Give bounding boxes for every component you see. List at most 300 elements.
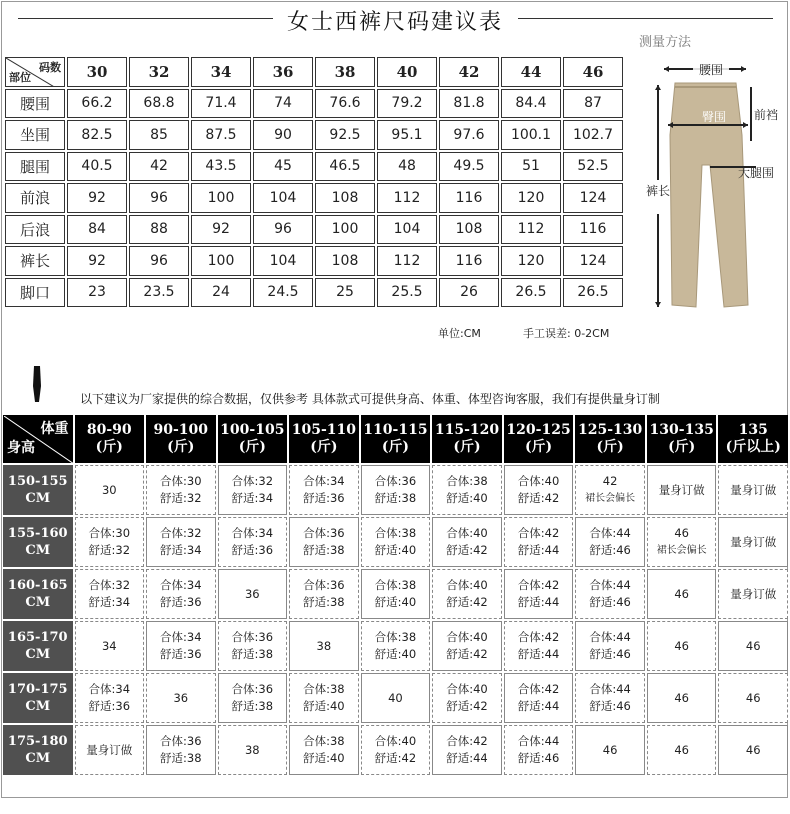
- weight-unit: (斤以上): [725, 439, 781, 455]
- weight-col-header: [146, 415, 216, 463]
- size-cell: 96: [129, 246, 189, 276]
- corner-weight-label: 体重: [40, 421, 69, 437]
- fit-table: [1, 413, 790, 777]
- fit-cell: [647, 569, 717, 619]
- fit-row: [3, 569, 788, 619]
- size-col-header: 34: [191, 57, 251, 87]
- size-cell: 51: [501, 152, 561, 182]
- height-unit: CM: [25, 491, 51, 506]
- fit-cell: [289, 465, 359, 515]
- fit-cell: [575, 465, 645, 515]
- size-cell: 24.5: [253, 278, 313, 308]
- fit-cell-line1: 合体:34: [88, 682, 131, 696]
- size-cell: 100: [191, 246, 251, 276]
- fit-cell-line1: 合体:40: [446, 630, 488, 644]
- weight-unit: (斤): [167, 439, 195, 455]
- size-cell: 116: [439, 246, 499, 276]
- size-cell: 116: [563, 215, 623, 245]
- size-col-header: 38: [315, 57, 375, 87]
- size-table: [3, 55, 625, 309]
- weight-range: 90-100: [153, 422, 209, 438]
- fit-cell: [75, 465, 145, 515]
- fit-cell-line2: 舒适:40: [303, 699, 345, 713]
- fit-cell-line2: 舒适:46: [517, 751, 560, 765]
- fit-cell: [575, 621, 645, 671]
- size-cell: 87.5: [191, 120, 251, 150]
- weight-range: 130-135: [649, 422, 714, 438]
- size-cell: 43.5: [191, 152, 251, 182]
- fit-cell: [146, 621, 216, 671]
- fit-cell: [432, 725, 502, 775]
- unit-note: 单位:CM: [438, 327, 481, 340]
- fit-cell-line1: 合体:44: [589, 526, 631, 540]
- fit-cell-line1: 合体:32: [88, 578, 131, 592]
- fit-cell-line2: 舒适:38: [303, 543, 345, 557]
- fit-cell: [432, 621, 502, 671]
- fit-cell-line1: 46: [745, 690, 761, 705]
- size-col-header: 32: [129, 57, 189, 87]
- fit-cell-line1: 合体:44: [589, 630, 631, 644]
- fit-cell: [432, 569, 502, 619]
- fit-cell: [361, 725, 431, 775]
- fit-cell-line2: 舒适:44: [517, 543, 560, 557]
- fit-cell-line1: 合体:40: [446, 578, 488, 592]
- size-cell: 112: [501, 215, 561, 245]
- size-cell: 71.4: [191, 89, 251, 119]
- size-row-label: 后浪: [5, 215, 65, 245]
- size-row: [5, 246, 623, 276]
- fit-cell-line1: 合体:44: [589, 578, 631, 592]
- height-row-header: [3, 725, 73, 775]
- fit-cell-line1: 合体:38: [374, 526, 417, 540]
- size-cell: 25: [315, 278, 375, 308]
- size-col-header: 42: [439, 57, 499, 87]
- size-cell: 124: [563, 183, 623, 213]
- size-header-row: [5, 57, 623, 87]
- height-row-header: [3, 465, 73, 515]
- height-row-header: [3, 569, 73, 619]
- size-cell: 124: [563, 246, 623, 276]
- fit-cell: [289, 569, 359, 619]
- page-title: 女士西裤尺码建议表: [0, 5, 790, 36]
- weight-range: 135: [738, 422, 768, 438]
- weight-col-header: [504, 415, 574, 463]
- size-cell: 23: [67, 278, 127, 308]
- weight-unit: (斤): [310, 439, 338, 455]
- size-cell: 26: [439, 278, 499, 308]
- size-cell: 76.6: [315, 89, 375, 119]
- fit-cell-line1: 38: [244, 742, 260, 757]
- size-cell: 66.2: [67, 89, 127, 119]
- size-cell: 84.4: [501, 89, 561, 119]
- fit-cell: [218, 517, 288, 567]
- fit-cell-line2: 舒适:42: [374, 751, 417, 765]
- size-cell: 95.1: [377, 120, 437, 150]
- height-range: 165-170: [7, 630, 68, 645]
- fit-cell-line1: 合体:42: [446, 734, 488, 748]
- fit-cell-line2: 舒适:40: [446, 491, 488, 505]
- fit-cell-line1: 合体:44: [517, 734, 560, 748]
- fit-cell-line1: 合体:40: [374, 734, 417, 748]
- weight-range: 80-90: [86, 422, 132, 438]
- fit-cell-line2: 舒适:44: [517, 647, 560, 661]
- weight-range: 115-120: [434, 422, 500, 438]
- fit-cell-line1: 量身订做: [730, 534, 777, 549]
- fit-cell-line2: 舒适:36: [303, 491, 345, 505]
- fit-cell: [289, 517, 359, 567]
- fit-cell-line2: 舒适:32: [88, 543, 131, 557]
- size-cell: 100: [315, 215, 375, 245]
- fit-cell: [718, 517, 788, 567]
- fit-cell-line1: 40: [388, 690, 403, 705]
- fit-cell-line1: 合体:36: [231, 682, 274, 696]
- size-cell: 108: [315, 246, 375, 276]
- fit-cell-line2: 舒适:46: [589, 647, 631, 661]
- weight-range: 105-110: [291, 422, 356, 438]
- fit-cell: [647, 725, 717, 775]
- fit-cell-line2: 舒适:36: [160, 595, 202, 609]
- fit-cell-line1: 合体:38: [446, 474, 488, 488]
- front-rise-label: 前裆: [754, 108, 779, 122]
- fit-cell-line1: 合体:42: [517, 630, 560, 644]
- fit-row: [3, 517, 788, 567]
- fit-cell-line1: 34: [101, 638, 117, 653]
- fit-cell: [718, 569, 788, 619]
- fit-cell: [289, 725, 359, 775]
- size-cell: 46.5: [315, 152, 375, 182]
- size-cell: 79.2: [377, 89, 437, 119]
- fit-cell: [75, 517, 145, 567]
- height-row-header: [3, 673, 73, 723]
- fit-cell-line1: 合体:34: [160, 630, 202, 644]
- size-row-label: 腰围: [5, 89, 65, 119]
- fit-cell-line1: 合体:40: [517, 474, 560, 488]
- size-cell: 116: [439, 183, 499, 213]
- fit-cell-line1: 合体:38: [374, 630, 417, 644]
- height-range: 175-180: [7, 734, 68, 749]
- fit-cell-line2: 舒适:34: [88, 595, 131, 609]
- size-cell: 92: [67, 183, 127, 213]
- fit-cell: [504, 725, 574, 775]
- size-cell: 26.5: [501, 278, 561, 308]
- fit-row: [3, 465, 788, 515]
- size-cell: 48: [377, 152, 437, 182]
- fit-cell-line1: 合体:38: [303, 734, 345, 748]
- weight-unit: (斤): [95, 439, 123, 455]
- fit-row: [3, 725, 788, 775]
- fit-cell-line2: 舒适:40: [303, 751, 345, 765]
- thigh-label: 大腿围: [738, 166, 775, 180]
- fit-cell: [575, 569, 645, 619]
- weight-unit: (斤): [596, 439, 624, 455]
- weight-range: 120-125: [506, 422, 571, 438]
- weight-col-header: [432, 415, 502, 463]
- waist-label: 腰围: [698, 63, 724, 77]
- fit-cell-line1: 30: [101, 482, 117, 497]
- size-cell: 40.5: [67, 152, 127, 182]
- fit-cell: [575, 725, 645, 775]
- fit-cell-line2: 裙长会偏长: [585, 493, 636, 504]
- fit-cell-line2: 舒适:38: [231, 647, 274, 661]
- size-cell: 104: [253, 183, 313, 213]
- size-cell: 100.1: [501, 120, 561, 150]
- fit-cell-line2: 舒适:42: [446, 647, 488, 661]
- fit-cell-line1: 合体:34: [231, 526, 274, 540]
- size-row: [5, 120, 623, 150]
- fit-cell-line2: 舒适:42: [446, 595, 488, 609]
- size-cell: 102.7: [563, 120, 623, 150]
- size-row-label: 裤长: [5, 246, 65, 276]
- size-cell: 24: [191, 278, 251, 308]
- weight-unit: (斤): [524, 439, 553, 455]
- error-note: 手工误差: 0-2CM: [523, 327, 610, 340]
- weight-col-header: [289, 415, 359, 463]
- fit-cell-line1: 合体:30: [88, 526, 131, 540]
- height-range: 150-155: [7, 474, 68, 489]
- size-cell: 49.5: [439, 152, 499, 182]
- fit-cell: [218, 465, 288, 515]
- fit-cell: [504, 517, 574, 567]
- fit-cell-line1: 36: [244, 586, 260, 601]
- fit-cell-line2: 舒适:44: [517, 699, 560, 713]
- fit-cell-line1: 42: [602, 474, 618, 488]
- fit-cell: [75, 725, 145, 775]
- fit-cell-line2: 舒适:46: [589, 595, 631, 609]
- fit-cell: [504, 569, 574, 619]
- fit-cell: [361, 621, 431, 671]
- fit-cell: [218, 725, 288, 775]
- size-cell: 120: [501, 183, 561, 213]
- fit-cell: [146, 569, 216, 619]
- fit-cell-line2: 舒适:42: [517, 491, 560, 505]
- size-cell: 104: [253, 246, 313, 276]
- fit-row: [3, 621, 788, 671]
- fit-cell-line2: 舒适:46: [589, 699, 631, 713]
- fit-cell: [504, 465, 574, 515]
- size-col-header: 46: [563, 57, 623, 87]
- height-row-header: [3, 621, 73, 671]
- size-cell: 96: [129, 183, 189, 213]
- fit-cell-line1: 合体:36: [231, 630, 274, 644]
- fit-cell: [361, 673, 431, 723]
- size-cell: 92: [67, 246, 127, 276]
- size-cell: 112: [377, 183, 437, 213]
- size-cell: 45: [253, 152, 313, 182]
- weight-range: 100-105: [220, 422, 285, 438]
- fit-cell: [647, 621, 717, 671]
- fit-cell-line2: 舒适:38: [374, 491, 417, 505]
- fit-cell-line1: 46: [674, 690, 689, 705]
- size-cell: 82.5: [67, 120, 127, 150]
- fit-cell-line1: 合体:34: [160, 578, 202, 592]
- fit-cell-line2: 舒适:44: [446, 751, 488, 765]
- fit-cell-line2: 舒适:44: [517, 595, 560, 609]
- length-label: 裤长: [645, 184, 671, 198]
- size-cell: 92: [191, 215, 251, 245]
- fit-cell: [146, 517, 216, 567]
- corner-size-label: 码数: [39, 61, 61, 74]
- weight-unit: (斤): [381, 439, 410, 455]
- fit-cell: [718, 673, 788, 723]
- fit-cell: [504, 673, 574, 723]
- fit-cell-line1: 46: [602, 742, 618, 757]
- fit-cell: [718, 621, 788, 671]
- fit-cell-line2: 舒适:40: [374, 647, 417, 661]
- fit-cell: [361, 569, 431, 619]
- size-row: [5, 278, 623, 308]
- size-cell: 112: [377, 246, 437, 276]
- fit-cell: [432, 465, 502, 515]
- height-row-header: [3, 517, 73, 567]
- weight-unit: (斤): [453, 439, 481, 455]
- size-row-label: 前浪: [5, 183, 65, 213]
- corner-height-label: 身高: [7, 440, 35, 456]
- fit-cell-line2: 舒适:40: [374, 595, 417, 609]
- fit-cell-line1: 46: [745, 742, 761, 757]
- fit-cell-line2: 舒适:34: [160, 543, 202, 557]
- fit-cell: [504, 621, 574, 671]
- size-row-label: 脚口: [5, 278, 65, 308]
- fit-cell-line1: 合体:38: [303, 682, 345, 696]
- size-col-header: 36: [253, 57, 313, 87]
- size-cell: 120: [501, 246, 561, 276]
- size-cell: 26.5: [563, 278, 623, 308]
- size-cell: 85: [129, 120, 189, 150]
- fit-cell-line1: 合体:34: [303, 474, 345, 488]
- fit-cell-line1: 合体:40: [446, 526, 488, 540]
- size-cell: 23.5: [129, 278, 189, 308]
- fit-row: [3, 673, 788, 723]
- corner-part-label: 部位: [9, 70, 31, 84]
- fit-cell-line2: 舒适:38: [160, 751, 202, 765]
- fit-cell-line1: 量身订做: [658, 482, 705, 497]
- size-cell: 25.5: [377, 278, 437, 308]
- fit-cell: [647, 465, 717, 515]
- weight-unit: (斤): [668, 439, 696, 455]
- fit-cell: [218, 621, 288, 671]
- fit-cell: [289, 673, 359, 723]
- weight-col-header: [75, 415, 145, 463]
- size-cell: 42: [129, 152, 189, 182]
- fit-cell-line2: 舒适:38: [303, 595, 345, 609]
- fit-cell-line1: 46: [674, 638, 689, 653]
- fit-cell-line2: 舒适:32: [160, 491, 202, 505]
- fit-cell-line1: 合体:42: [517, 526, 560, 540]
- size-cell: 104: [377, 215, 437, 245]
- size-col-header: 40: [377, 57, 437, 87]
- fit-cell: [218, 569, 288, 619]
- advice-text: 以下建议为厂家提供的综合数据，仅供参考 具体款式可提供身高、体重、体型咨询客服，我们有提供量身订制: [80, 392, 660, 406]
- size-row: [5, 152, 623, 182]
- fit-cell-line1: 46: [674, 742, 689, 757]
- size-cell: 108: [315, 183, 375, 213]
- fit-cell: [75, 621, 145, 671]
- fit-cell-line1: 合体:36: [160, 734, 202, 748]
- fit-cell: [146, 673, 216, 723]
- fit-cell-line2: 舒适:38: [231, 699, 274, 713]
- fit-cell-line1: 46: [745, 638, 761, 653]
- fit-cell-line1: 38: [316, 638, 332, 653]
- measure-method-title: 测量方法: [639, 35, 692, 50]
- fit-header-row: [3, 415, 788, 463]
- fit-cell-line2: 舒适:36: [160, 647, 202, 661]
- fit-table-corner: [3, 415, 73, 463]
- size-row: [5, 215, 623, 245]
- fit-cell-line1: 合体:40: [446, 682, 488, 696]
- fit-cell: [647, 517, 717, 567]
- fit-cell: [718, 725, 788, 775]
- size-row-label: 坐围: [5, 120, 65, 150]
- weight-range: 125-130: [577, 422, 643, 438]
- size-cell: 81.8: [439, 89, 499, 119]
- size-cell: 97.6: [439, 120, 499, 150]
- fit-cell: [718, 465, 788, 515]
- size-cell: 92.5: [315, 120, 375, 150]
- weight-col-header: [361, 415, 431, 463]
- fit-cell-line1: 合体:36: [374, 474, 417, 488]
- hip-label: 臀围: [701, 110, 727, 124]
- fit-cell-line1: 合体:44: [589, 682, 631, 696]
- fit-cell: [289, 621, 359, 671]
- section-marker-icon: [32, 366, 42, 402]
- fit-cell-line1: 合体:38: [374, 578, 417, 592]
- height-range: 155-160: [7, 526, 68, 541]
- fit-cell-line1: 量身订做: [730, 586, 777, 601]
- fit-cell-line2: 舒适:46: [589, 543, 631, 557]
- fit-cell-line1: 合体:36: [303, 526, 345, 540]
- height-unit: CM: [25, 543, 51, 558]
- fit-cell: [647, 673, 717, 723]
- size-col-header: 30: [67, 57, 127, 87]
- fit-cell-line1: 合体:42: [517, 682, 560, 696]
- height-unit: CM: [25, 595, 51, 610]
- fit-cell-line1: 合体:30: [160, 474, 202, 488]
- weight-col-header: [218, 415, 288, 463]
- fit-cell-line1: 合体:36: [303, 578, 345, 592]
- fit-cell: [361, 465, 431, 515]
- pants-measure-diagram: [638, 55, 788, 330]
- fit-cell: [146, 725, 216, 775]
- height-range: 170-175: [7, 682, 68, 697]
- fit-cell-line2: 舒适:42: [446, 699, 488, 713]
- height-unit: CM: [25, 751, 51, 766]
- size-row: [5, 89, 623, 119]
- fit-cell-line2: 舒适:36: [88, 699, 131, 713]
- fit-cell: [575, 673, 645, 723]
- weight-col-header: [647, 415, 717, 463]
- weight-col-header: [718, 415, 788, 463]
- size-cell: 108: [439, 215, 499, 245]
- fit-cell-line2: 舒适:34: [231, 491, 274, 505]
- fit-cell-line2: 舒适:42: [446, 543, 488, 557]
- fit-cell: [361, 517, 431, 567]
- size-cell: 84: [67, 215, 127, 245]
- height-unit: CM: [25, 647, 51, 662]
- fit-cell: [575, 517, 645, 567]
- size-cell: 68.8: [129, 89, 189, 119]
- size-cell: 90: [253, 120, 313, 150]
- height-unit: CM: [25, 699, 51, 714]
- weight-range: 110-115: [363, 422, 428, 438]
- size-cell: 96: [253, 215, 313, 245]
- fit-cell-line1: 量身订做: [86, 742, 133, 757]
- fit-cell-line1: 合体:32: [160, 526, 202, 540]
- size-cell: 88: [129, 215, 189, 245]
- size-row: [5, 183, 623, 213]
- weight-unit: (斤): [238, 439, 266, 455]
- fit-cell-line1: 46: [674, 526, 689, 540]
- size-cell: 87: [563, 89, 623, 119]
